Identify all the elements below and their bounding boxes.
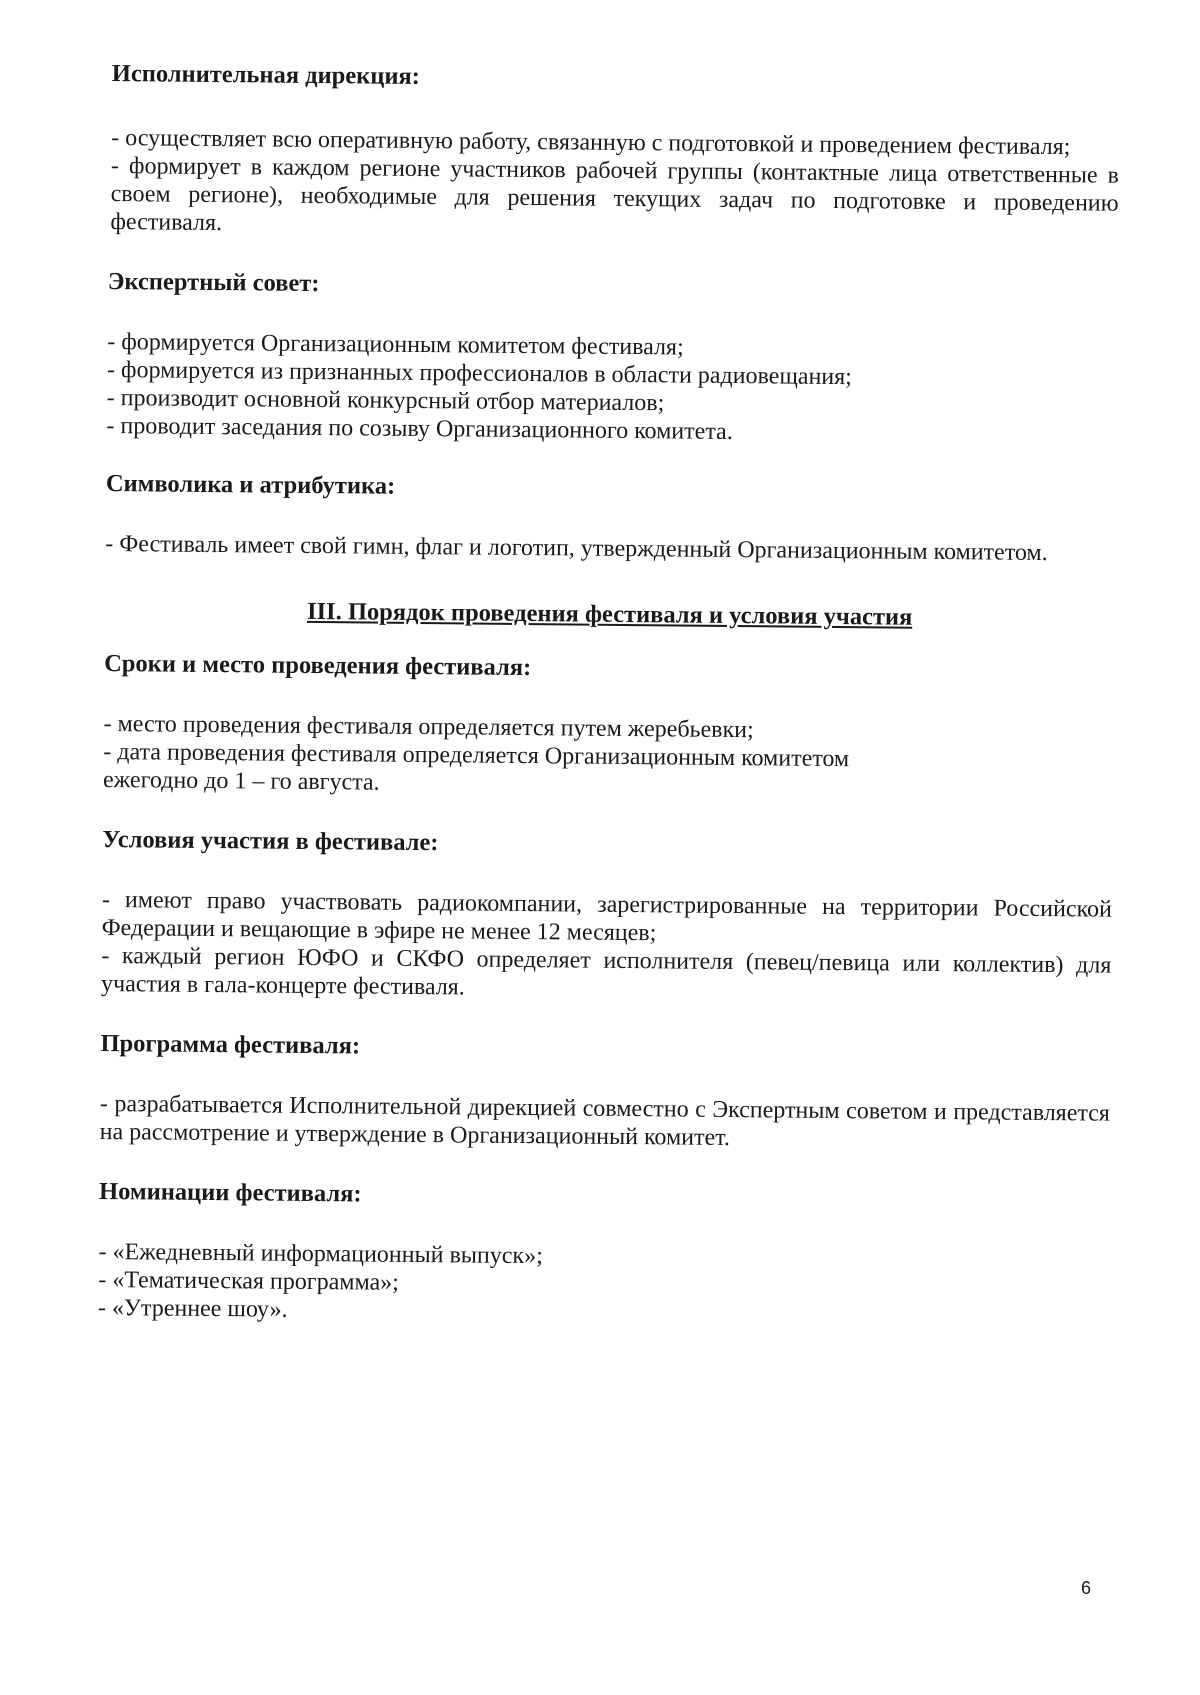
- section-heading: Сроки и место проведения фестиваля:: [104, 649, 532, 682]
- list-item: ежегодно до 1 – го августа.: [102, 766, 380, 796]
- list-item: - формируется из признанных профессионалов в области радиовещания;: [106, 356, 853, 391]
- section-part-title: [105, 594, 1115, 636]
- list-item: - формируется Организационным комитетом фестиваля;: [107, 328, 684, 361]
- part-title: III. Порядок проведения фестиваля и условия участия: [306, 597, 913, 631]
- section-heading: Символика и атрибутика:: [105, 469, 396, 500]
- list-item: - «Утреннее шоу».: [97, 1294, 288, 1323]
- section-executive: [110, 58, 1120, 246]
- list-item: - разрабатывается Исполнительной дирекцией совместно с Экспертным советом и представляется на рассмотрение и утверждение в Организационный комитет.: [99, 1090, 1111, 1151]
- list-item: - дата проведения фестиваля определяется Организационным комитетом: [103, 738, 850, 773]
- section-heading: Условия участия в фестивале:: [102, 825, 439, 857]
- section-nominations: [98, 1176, 1109, 1332]
- section-conditions: [101, 824, 1113, 1008]
- document-body: [98, 58, 1120, 1332]
- list-item: - место проведения фестиваля определяется путем жеребьевки;: [103, 710, 754, 744]
- section-dates-place: [103, 648, 1114, 804]
- list-item: - осуществляет всю оперативную работу, связанную с подготовкой и проведением фестиваля;: [111, 125, 1071, 161]
- section-heading: Исполнительная дирекция:: [111, 60, 421, 90]
- list-item: - проводит заседания по созыву Организационного комитета.: [106, 412, 733, 445]
- section-heading: Экспертный совет:: [107, 267, 320, 298]
- list-item: - имеют право участвовать радиокомпании, зарегистрированные на территории Российской Федерации и вещающие в эфире не менее 12 месяцев;: [101, 886, 1112, 947]
- section-heading: Номинации фестиваля:: [98, 1177, 362, 1208]
- section-symbols: [105, 468, 1116, 568]
- list-item: - Фестиваль имеет свой гимн, флаг и логотип, утвержденный Организационным комитетом.: [105, 530, 1048, 567]
- page-number: 6: [1081, 1578, 1092, 1598]
- section-program: [100, 1028, 1111, 1156]
- list-item: - производит основной конкурсный отбор материалов;: [106, 384, 665, 417]
- section-expert-council: [106, 266, 1118, 450]
- list-item: - каждый регион ЮФО и СКФО определяет исполнителя (певец/певица или коллектив) для участия в гала-концерте фестиваля.: [100, 942, 1112, 1001]
- list-item: - формирует в каждом регионе участников рабочей группы (контактные лица ответственные в своем регионе), необходимые для решения текущих задач по подготовке и проведению фестиваля.: [110, 153, 1120, 237]
- section-heading: Программа фестиваля:: [100, 1029, 361, 1060]
- list-item: - «Ежедневный информационный выпуск»;: [98, 1238, 543, 1270]
- list-item: - «Тематическая программа»;: [98, 1266, 399, 1296]
